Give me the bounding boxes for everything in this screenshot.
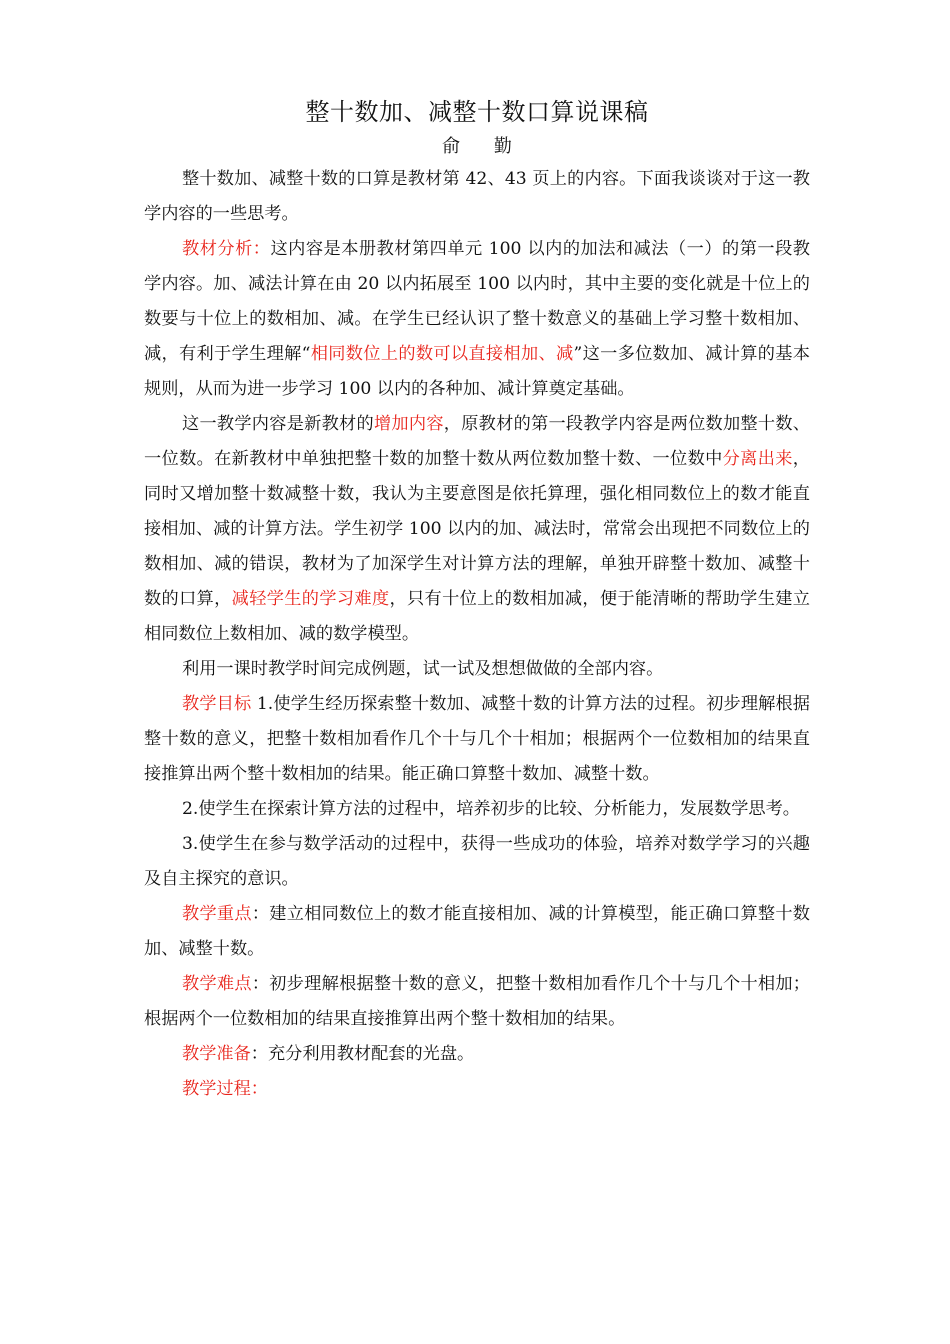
highlighted-phrase: 减轻学生的学习难度 [231,589,390,609]
paragraph-goal-1 [144,687,810,792]
paragraph-new-content [144,407,810,652]
paragraph-intro [144,162,810,232]
section-label-process: 教学过程： [182,1079,268,1099]
highlighted-phrase: 相同数位上的数可以直接相加、减 [310,344,574,364]
paragraph-goal-2 [144,792,810,827]
document-title: 整十数加、减整十数口算说课稿 [305,98,649,126]
text-segment: ：充分利用教材配套的光盘。 [250,1044,475,1064]
text-segment: 这一教学内容是新教材的 [182,414,374,434]
paragraph-textbook-analysis [144,232,810,407]
text-segment: 2.使学生在探索计算方法的过程中，培养初步的比较、分析能力，发展数学思考。 [182,799,800,819]
section-label-preparation: 教学准备 [182,1044,251,1064]
paragraph-difficulty [144,967,810,1037]
paragraph-goal-3 [144,827,810,897]
paragraph-key-point [144,897,810,967]
paragraph-preparation [144,1037,810,1072]
paragraph-class-time [144,652,810,687]
text-segment: ：初步理解根据整十数的意义，把整十数相加看作几个十与几个十相加；根据两个一位数相加的结果直接推算出两个整十数相加的结果。 [144,974,810,1029]
document-body [144,94,810,1107]
text-segment: ”这一多位数加、减计算的基本规则，从而为进一步学习 100 以内的各种加、减计算奠定基础。 [144,344,810,399]
section-label-textbook-analysis: 教材分析： [182,239,271,259]
text-segment: 3.使学生在参与数学活动的过程中，获得一些成功的体验，培养对数学学习的兴趣及自主探究的意识。 [144,834,810,889]
paragraph-process [144,1072,810,1107]
text-segment: ：建立相同数位上的数才能直接相加、减的计算模型，能正确口算整十数加、减整十数。 [144,904,810,959]
section-label-teaching-goals: 教学目标 [182,694,252,714]
text-segment: ，原教材的第一段教学内容是两位数加整十数、一位数。在新教材中单独把整十数的加整十数从两位数加整十数、一位数中 [144,414,810,469]
highlighted-phrase: 分离出来 [722,449,793,469]
text-segment: ，同时又增加整十数减整十数，我认为主要意图是依托算理，强化相同数位上的数才能直接相加、减的计算方法。学生初学 100 以内的加、减法时，常常会出现把不同数位上的数相加、减的错误，教材为了加深学生对计算方法的理解，单独开辟整十数加、减整十数的口算， [144,449,810,609]
section-label-difficulty: 教学难点 [182,974,252,994]
text-segment: ，只有十位上的数相加减，便于能清晰的帮助学生建立相同数位上数相加、减的数学模型。 [144,589,810,644]
document-author: 俞 勤 [442,136,526,157]
text-segment: 利用一课时教学时间完成例题，试一试及想想做做的全部内容。 [182,659,664,679]
text-segment: 整十数加、减整十数的口算是教材第 42、43 页上的内容。下面我谈谈对于这一教学内容的一些思考。 [144,169,810,224]
highlighted-phrase: 增加内容 [373,414,444,434]
text-segment: 1.使学生经历探索整十数加、减整十数的计算方法的过程。初步理解根据整十数的意义，把整十数相加看作几个十与几个十相加；根据两个一位数相加的结果直接推算出两个整十数相加的结果。能正确口算整十数加、减整十数。 [144,694,810,784]
section-label-key-point: 教学重点 [182,904,252,924]
text-segment: 这内容是本册教材第四单元 100 以内的加法和减法（一）的第一段教学内容。加、减法计算在由 20 以内拓展至 100 以内时，其中主要的变化就是十位上的数要与十位上的数相加、减。在学生已经认识了整十数意义的基础上学习整十数相加、减，有利于学生理解“ [144,239,810,364]
